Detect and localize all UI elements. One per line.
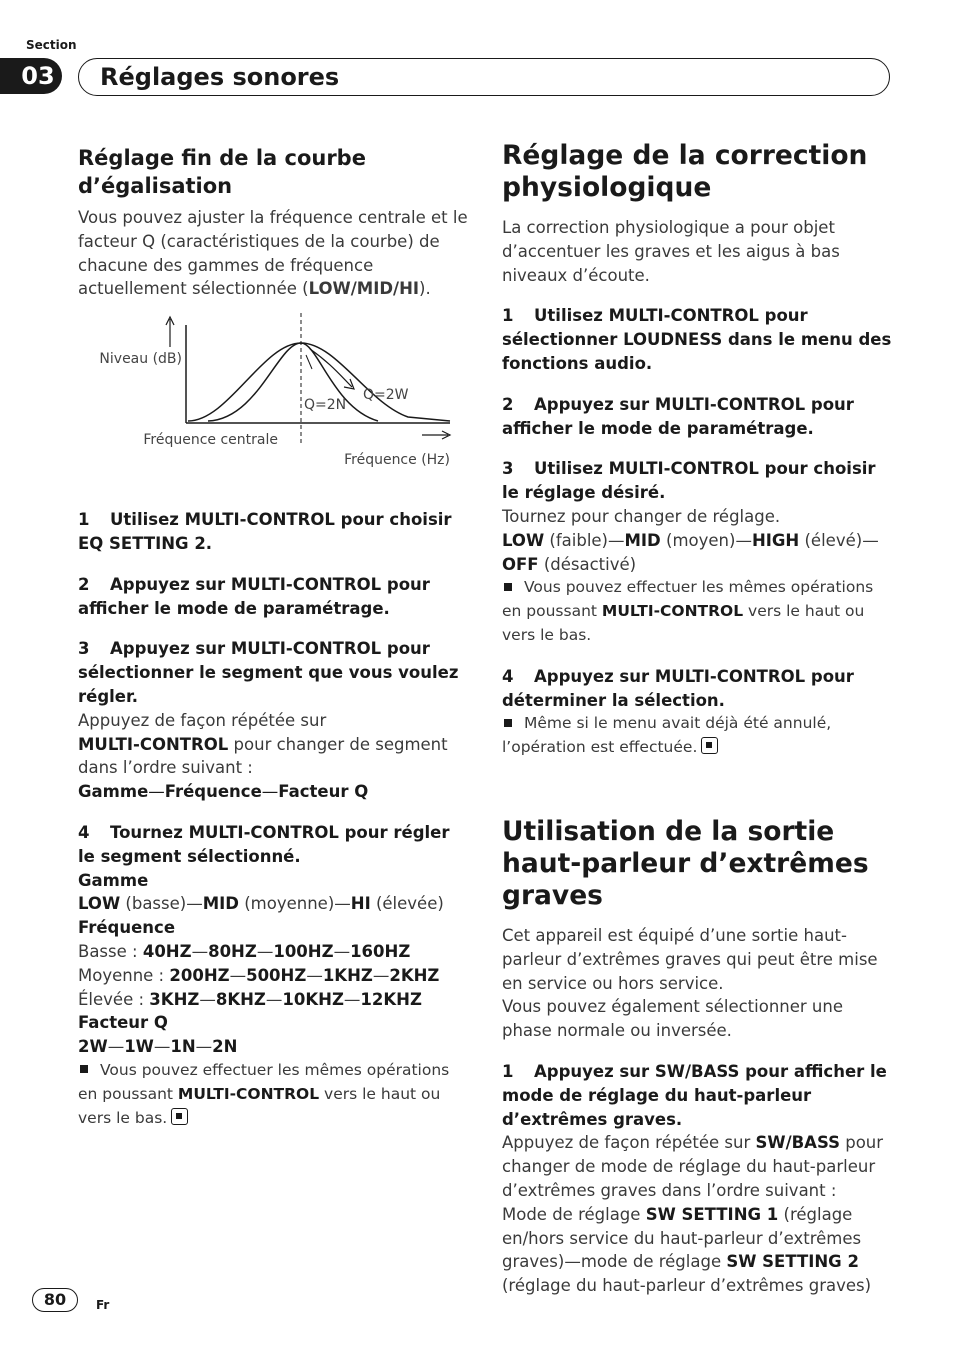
bullet-icon [504,583,512,591]
section-number-badge: 03 [0,58,62,94]
y-axis-label: Niveau (dB) [99,351,182,368]
subwoofer-step-1: 1 Appuyez sur SW/BASS pour afficher le mode de réglage du haut-parleur d’extrêmes graves. [502,1061,887,1129]
eq-intro-paragraph: Vous pouvez ajuster la fréquence centrale et le facteur Q (caractéristiques de la courbe) de chacune des gammes de fréquence actuellement sélectionnée (LOW/MID/HI). [78,208,468,299]
loudness-intro: La correction physiologique a pour objet d’accentuer les graves et les aigus à bas niveaux d’écoute. [502,218,840,285]
loudness-step-3-body: Tournez pour changer de réglage. [502,506,781,526]
eq-note: Vous pouvez effectuer les mêmes opérations en poussant MULTI-CONTROL vers le haut ou vers le bas. [78,1060,450,1127]
language-code: Fr [96,1298,110,1312]
q2w-label: Q=2W [363,387,409,404]
q2n-label: Q=2N [304,397,347,414]
loudness-note: Vous pouvez effectuer les mêmes opérations en poussant MULTI-CONTROL vers le haut ou vers le bas. [502,578,874,644]
loudness-step-4-note: Même si le menu avait déjà été annulé, l’opération est effectuée. [502,714,832,757]
loudness-step-1: 1 Utilisez MULTI-CONTROL pour sélectionner LOUDNESS dans le menu des fonctions audio. [502,306,892,373]
elevee-values: Élevée : 3KHZ—8KHZ—10KHZ—12KHZ [78,989,422,1009]
loudness-heading: Réglage de la correction physiologique [502,140,868,203]
end-mark-icon [171,1108,188,1125]
narrow-q-curve [208,343,378,421]
q-factor-values: 2W—1W—1N—2N [78,1037,238,1057]
eq-step-3: 3 Appuyez sur MULTI-CONTROL pour sélectionner le segment que vous voulez régler. [78,639,459,706]
end-mark-icon [701,737,718,754]
loudness-levels: LOW (faible)—MID (moyen)—HIGH (élevé)— OFF (désactivé) [502,530,879,574]
subwoofer-intro-a: Cet appareil est équipé d’une sortie haut-parleur d’extrêmes graves qui peut être mise en service ou hors service. [502,925,878,993]
left-column [78,144,468,1130]
subwoofer-intro-b: Vous pouvez également sélectionner une phase normale ou inversée. [502,997,843,1041]
eq-step-3-body: Appuyez de façon répétée sur MULTI-CONTROL pour changer de segment dans l’ordre suivant : [78,710,448,778]
gamme-values: LOW (basse)—MID (moyenne)—HI (élevée) [78,894,444,914]
eq-segment-sequence: Gamme—Fréquence—Facteur Q [78,782,369,802]
eq-step-4: 4 Tournez MULTI-CONTROL pour régler le segment sélectionné. [78,822,450,866]
q-factor-title: Facteur Q [78,1013,168,1033]
page-number: 80 [32,1288,78,1312]
center-frequency-label: Fréquence centrale [143,432,278,449]
subwoofer-step-1-body: Appuyez de façon répétée sur SW/BASS pour changer de mode de réglage du haut-parleur d’extrêmes graves dans l’ordre suivant : Mode de réglage SW SETTING 1 (réglage en/hors service du haut-parleur d’extrêmes graves)—mode de réglage SW SETTING 2 (réglage du haut-parleur d’extrêmes graves) [502,1133,884,1296]
eq-fine-tuning-heading: Réglage fin de la courbe d’égalisation [78,146,366,198]
section-title: Réglages sonores [100,63,340,91]
bullet-icon [504,719,512,727]
x-axis-label: Fréquence (Hz) [344,452,450,469]
eq-step-1: 1 Utilisez MULTI-CONTROL pour choisir EQ SETTING 2. [78,510,452,553]
right-column [502,140,892,1298]
loudness-step-4: 4 Appuyez sur MULTI-CONTROL pour déterminer la sélection. [502,666,854,710]
eq-step-2: 2 Appuyez sur MULTI-CONTROL pour afficher le mode de paramétrage. [78,574,430,618]
loudness-step-3: 3 Utilisez MULTI-CONTROL pour choisir le réglage désiré. [502,459,876,503]
moyenne-values: Moyenne : 200HZ—500HZ—1KHZ—2KHZ [78,965,440,985]
eq-curve-diagram [78,313,468,491]
subwoofer-heading: Utilisation de la sortie haut-parleur d’extrêmes graves [502,815,869,911]
frequency-title: Fréquence [78,918,176,938]
bullet-icon [80,1065,88,1073]
gamme-title: Gamme [78,870,149,890]
section-label: Section [26,38,77,52]
loudness-step-2: 2 Appuyez sur MULTI-CONTROL pour afficher le mode de paramétrage. [502,394,854,438]
basse-values: Basse : 40HZ—80HZ—100HZ—160HZ [78,941,411,961]
